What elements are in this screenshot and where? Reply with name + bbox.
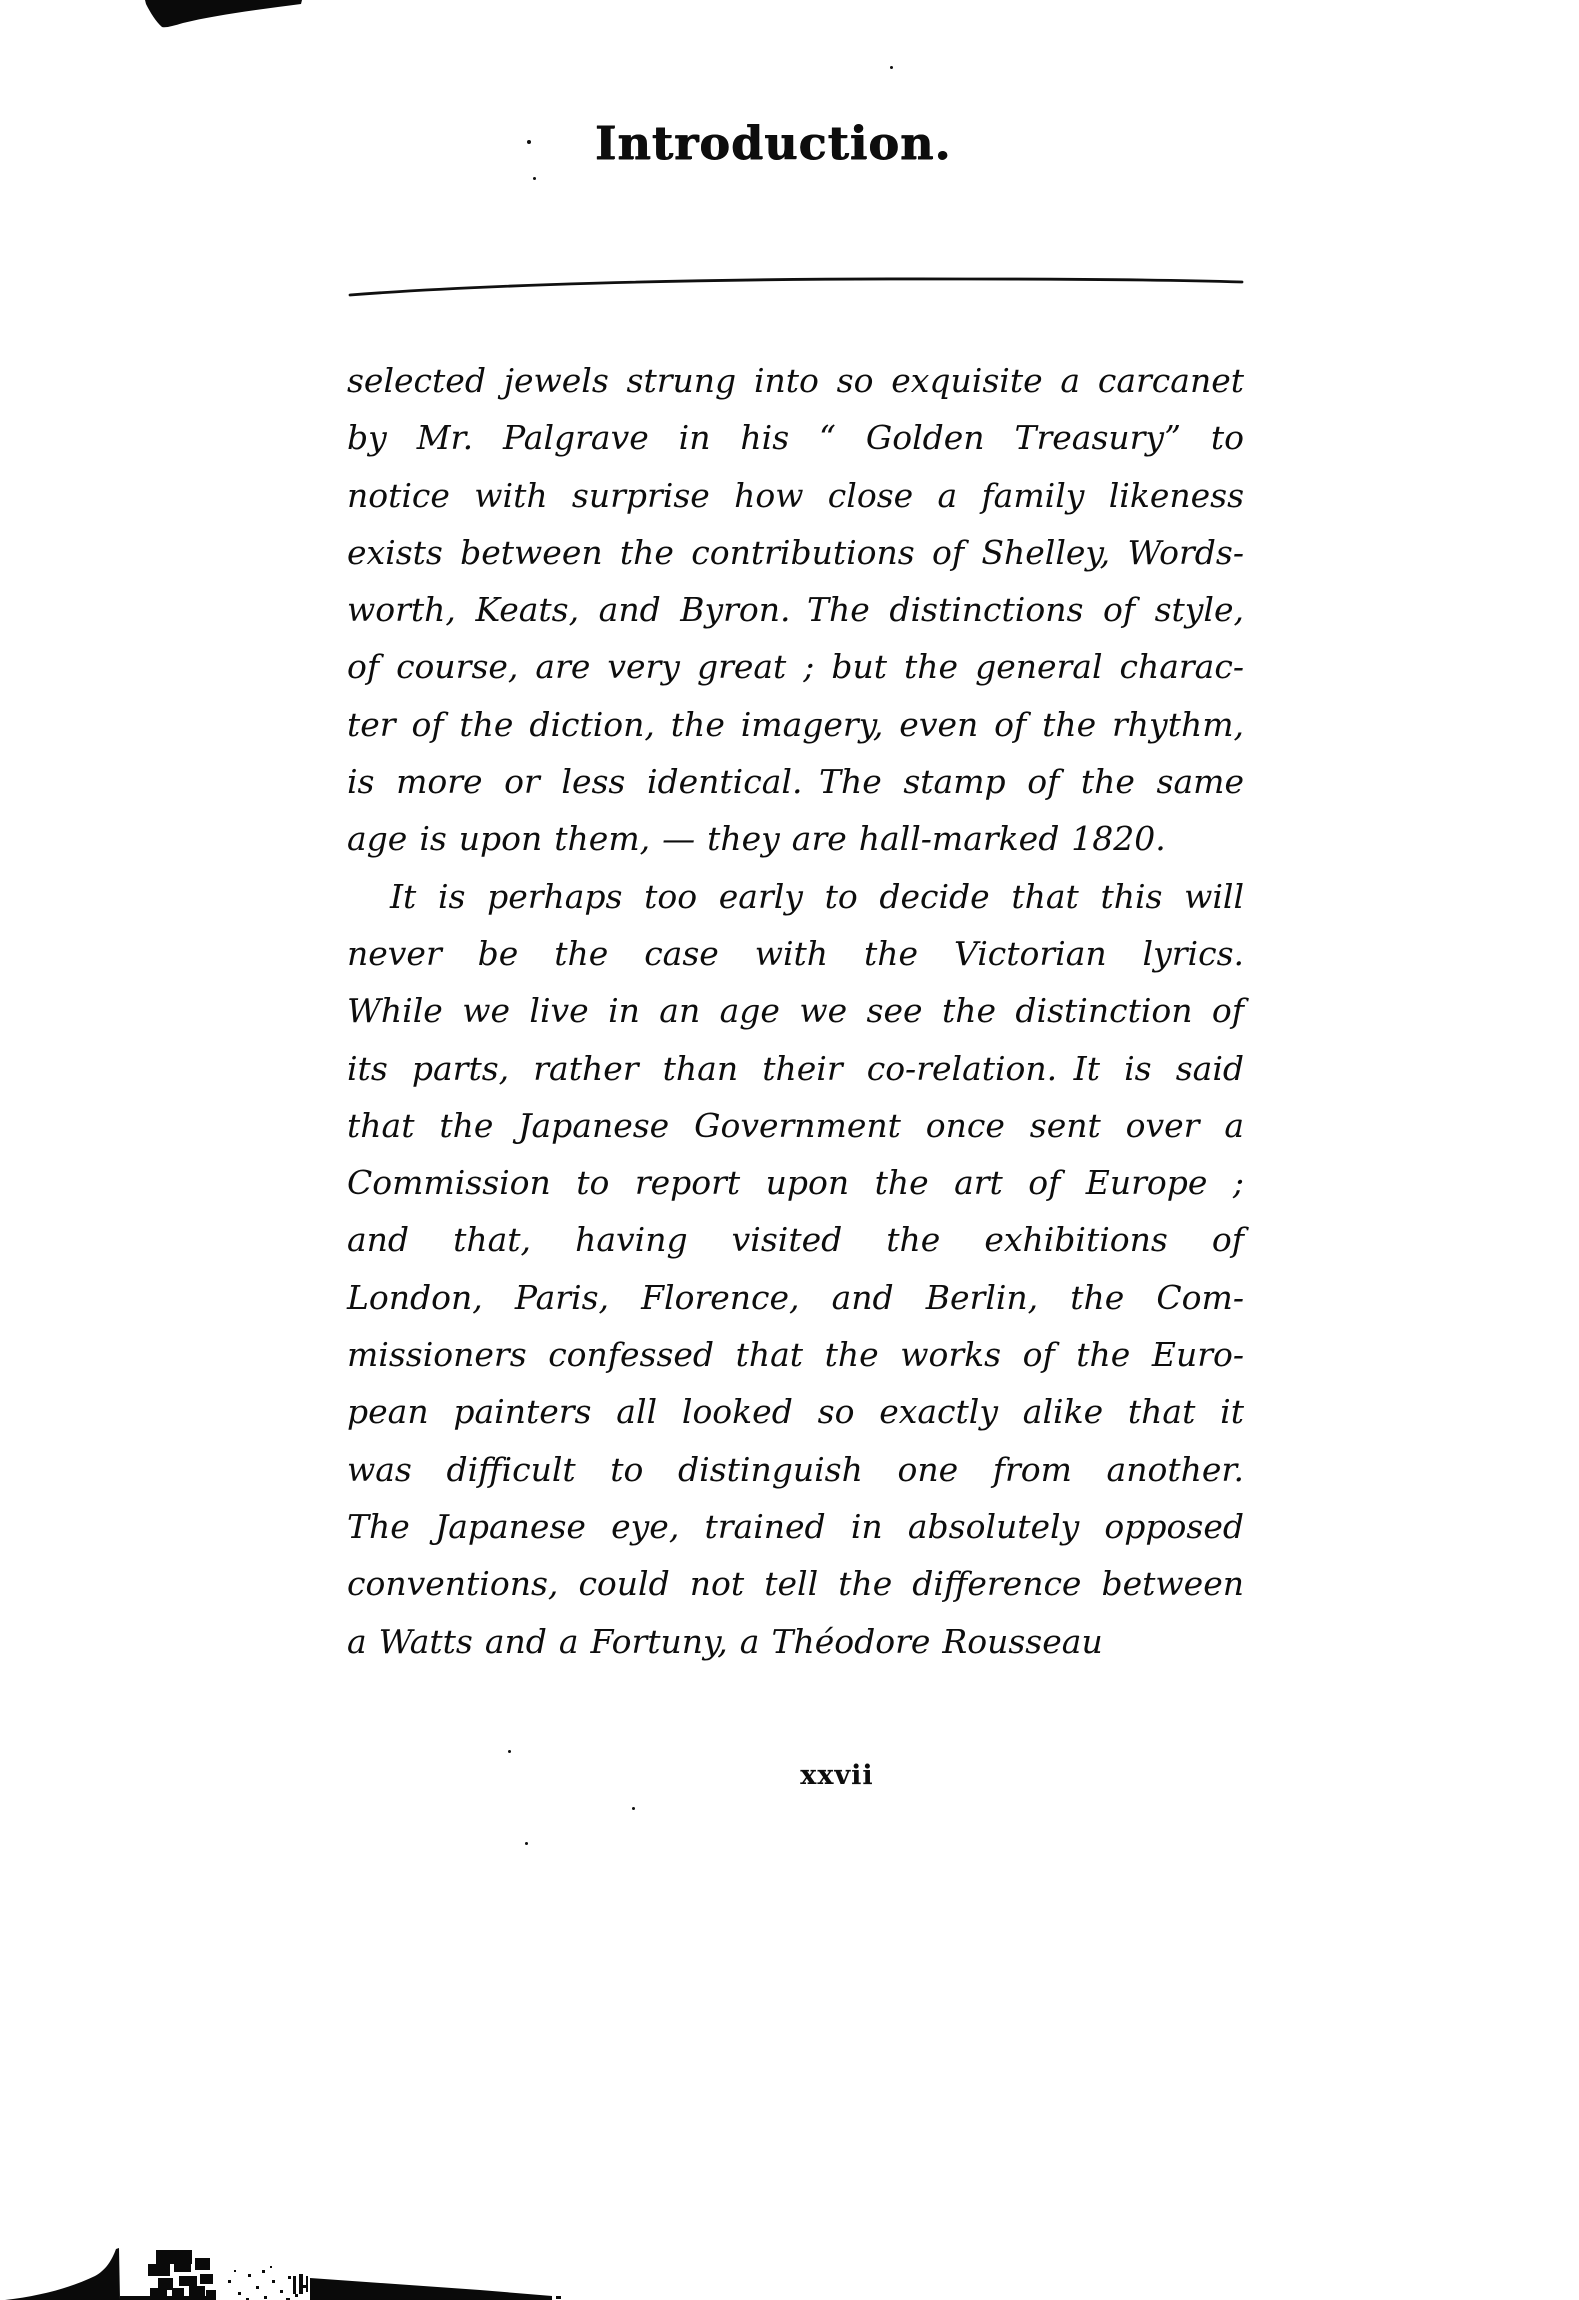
- scan-speck: [533, 177, 536, 180]
- text-line: its parts, rather than their co-relation. It is said: [347, 1048, 1244, 1088]
- text-line: ter of the diction, the imagery, even of the rhythm,: [347, 704, 1244, 744]
- scan-speck: [527, 140, 531, 144]
- page-title: Introduction.: [594, 116, 952, 170]
- text-line: that the Japanese Government once sent over a: [347, 1105, 1244, 1145]
- text-line: exists between the contributions of Shelley, Words-: [347, 532, 1244, 572]
- text-line: London, Paris, Florence, and Berlin, the Com-: [347, 1277, 1244, 1317]
- text-line: a Watts and a Fortuny, a Théodore Rousseau: [347, 1621, 1103, 1661]
- scan-speck: [508, 1750, 511, 1753]
- text-line: conventions, could not tell the difference between: [347, 1564, 1244, 1604]
- text-line: pean painters all looked so exactly alike that it: [347, 1392, 1244, 1432]
- page-header: [325, 116, 1221, 170]
- page-number: xxvii: [800, 1760, 874, 1791]
- text-line: age is upon them, — they are hall-marked 1820.: [347, 819, 1166, 859]
- scan-speck: [525, 1842, 528, 1845]
- text-line: of course, are very great ; but the general charac-: [347, 647, 1244, 687]
- body-text: [347, 352, 1244, 1670]
- text-line: and that, having visited the exhibitions of: [347, 1220, 1244, 1260]
- text-line: Commission to report upon the art of Europe ;: [347, 1163, 1244, 1203]
- text-line: selected jewels strung into so exquisite a carcanet: [347, 361, 1244, 400]
- title-rule: [347, 274, 1245, 300]
- scan-speck: [632, 1807, 635, 1810]
- scan-artifact-top-wedge: [0, 0, 400, 40]
- text-line: While we live in an age we see the distinction of: [347, 991, 1244, 1031]
- text-line: The Japanese eye, trained in absolutely opposed: [347, 1506, 1244, 1546]
- text-line: never be the case with the Victorian lyrics.: [347, 933, 1244, 973]
- text-line: notice with surprise how close a family likeness: [347, 475, 1244, 515]
- text-line: missioners confessed that the works of the Euro-: [347, 1335, 1244, 1375]
- text-line: worth, Keats, and Byron. The distinctions of style,: [347, 590, 1244, 630]
- text-line: is more or less identical. The stamp of the same: [347, 762, 1244, 802]
- scan-speck: [890, 66, 893, 69]
- text-line: was difficult to distinguish one from another.: [347, 1449, 1244, 1489]
- text-line: by Mr. Palgrave in his “ Golden Treasury” to: [347, 418, 1244, 458]
- text-line: It is perhaps too early to decide that this will: [390, 876, 1244, 916]
- scan-artifact-bottom: [0, 2230, 620, 2300]
